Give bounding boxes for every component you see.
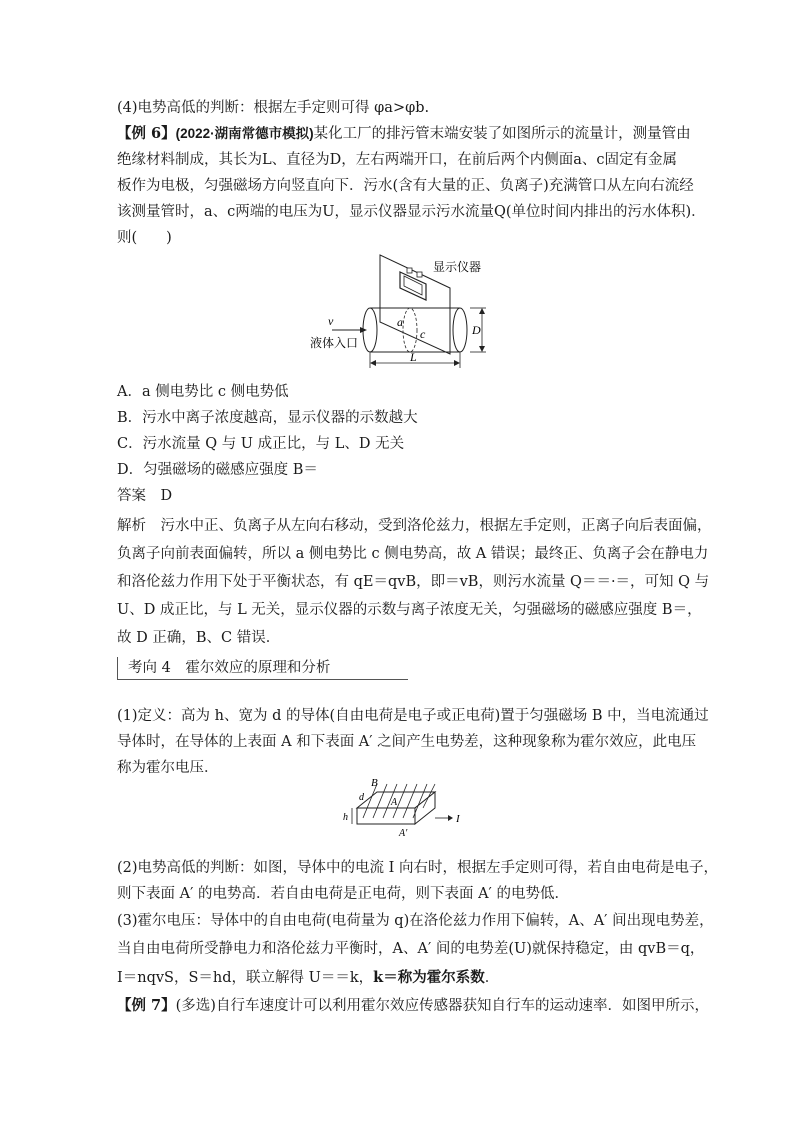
text-line: 板作为电极，匀强磁场方向竖直向下．污水(含有大量的正、负离子)充满管口从左向右流经	[117, 178, 694, 194]
example-source: (2022·湖南常德市模拟)	[175, 126, 314, 141]
display-label: 显示仪器	[433, 260, 482, 274]
text-line: 导体时，在导体的上表面 A 和下表面 A′ 之间产生电势差，这种现象称为霍尔效应，此电压	[117, 734, 697, 750]
text-line: (多选)自行车速度计可以利用霍尔效应传感器获知自行车的运动速率．如图甲所示，	[175, 998, 709, 1014]
text-line: 称为霍尔电压．	[117, 760, 219, 776]
option-b: B．污水中离子浓度越高，显示仪器的示数越大	[117, 410, 418, 426]
option-d: D．匀强磁场的磁感应强度 B＝	[117, 462, 318, 478]
display-instrument	[400, 268, 426, 300]
punctuation: ．	[484, 970, 500, 986]
text-line: (1)定义：高为 h、宽为 d 的导体(自由电荷是电子或正电荷)置于匀强磁场 B 中，当电流通过	[117, 708, 709, 724]
text-line	[117, 968, 499, 988]
analysis-line: 负离子向前表面偏转，所以 a 侧电势比 c 侧电势高，故 A 错误；最终正、负离子会在静电力	[117, 546, 709, 562]
text-line: 当自由电荷所受静电力和洛伦兹力平衡时，A、A′ 间的电势差(U)就保持稳定，由 qvB＝q，	[117, 941, 705, 957]
electrode-c-label: c	[420, 327, 426, 341]
text-line: (3)霍尔电压：导体中的自由电荷(电荷量为 q)在洛伦兹力作用下偏转，A、A′ 间出现电势差，	[117, 913, 714, 929]
example-6-line	[117, 124, 691, 144]
example-tag: 【例 7】	[117, 997, 176, 1014]
text-line: 该测量管时，a、c两端的电压为U，显示仪器显示污水流量Q(单位时间内排出的污水体积)．	[117, 204, 706, 220]
text-line: 绝缘材料制成，其长为L、直径为D，左右两端开口，在前后两个内侧面a、c固定有金属	[117, 152, 678, 168]
section-heading	[117, 657, 408, 680]
height-h-label: h	[343, 812, 348, 823]
current-i-label: I	[456, 813, 460, 825]
analysis-line	[117, 516, 712, 536]
diameter-label: D	[472, 323, 481, 337]
analysis-text: 解析 污水中正、负离子从左向右移动，受到洛伦兹力，根据左手定则，正离子向后表面偏，	[117, 518, 712, 534]
inlet-label: 液体入口	[310, 336, 359, 350]
answer: 答案 D	[117, 488, 173, 504]
top-surface-a-label: A	[391, 797, 398, 808]
hall-effect-figure	[335, 778, 475, 840]
text-line: (4)电势高低的判断：根据左手定则可得 φa>φb.	[117, 100, 430, 116]
analysis-line: 和洛伦兹力作用下处于平衡状态，有 qE＝qvB，即＝vB，则污水流量 Q＝＝·＝，可知 Q 与	[117, 574, 710, 590]
option-c: C．污水流量 Q 与 U 成正比，与 L、D 无关	[117, 436, 405, 452]
option-a: A．a 侧电势比 c 侧电势低	[117, 384, 289, 400]
example-7-line	[117, 996, 709, 1016]
text-line: 则下表面 A′ 的电势高．若自由电荷是正电荷，则下表面 A′ 的电势低．	[117, 886, 569, 902]
hall-coefficient-text: k＝称为霍尔系数	[373, 969, 485, 986]
analysis-line: 故 D 正确，B、C 错误．	[117, 630, 281, 646]
width-d-label: d	[359, 792, 364, 803]
velocity-label: v	[328, 314, 334, 328]
section-title: 考向 4 霍尔效应的原理和分析	[128, 660, 331, 676]
example-tag: 【例 6】	[117, 125, 176, 142]
electrode-a-label: a	[397, 315, 403, 329]
formula-text: I＝nqvS，S＝hd，联立解得 U＝＝k，	[117, 970, 374, 986]
pipe	[363, 308, 467, 352]
length-label: L	[410, 350, 417, 364]
analysis-line: U、D 成正比，与 L 无关，显示仪器的示数与离子浓度无关，匀强磁场的磁感应强度 B＝，	[117, 602, 702, 618]
flowmeter-figure	[300, 250, 510, 375]
text-line: (2)电势高低的判断：如图，导体中的电流 I 向右时，根据左手定则可得，若自由电荷是电子，	[117, 860, 718, 876]
field-b-label: B	[371, 778, 378, 789]
text-line: 某化工厂的排污管末端安装了如图所示的流量计，测量管由	[313, 126, 691, 142]
text-line: 则( )	[117, 230, 172, 246]
bottom-surface-a-prime-label: A′	[399, 828, 408, 839]
